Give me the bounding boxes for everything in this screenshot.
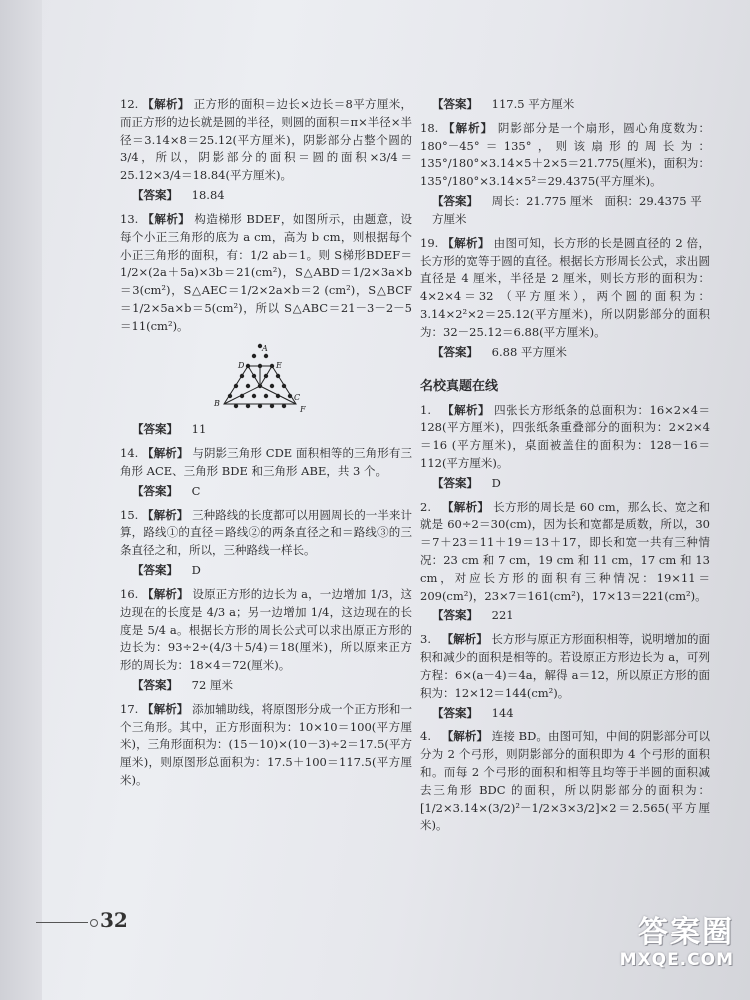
analysis-text: 正方形的面积＝边长×边长＝8平方厘米，而正方形的边长就是圆的半径，则圆的面积＝π×半径×半径＝3.14×8＝25.12(平方厘米)，阴影部分占整个圆的 3/4，所以，阴影部分的面积＝圆的面积×3/4＝25.12×3/4＝18.84(平方厘米)。 [120,97,413,183]
analysis-tag: 【解析】 [142,446,189,461]
label-b: B [214,398,220,408]
analysis-text: 长方形的周长是 60 cm，那么长、宽之和就是 60÷2＝30(cm)，因为长和宽都是质数，所以，30＝7＋23＝11＋19＝13＋17，即长和宽一共有三种情况：23 cm 和 7 cm，19 cm 和 11 cm，17 cm 和 13 cm，对应长方形的面积有三种情况：19×11＝209(cm²)，23×7＝161(cm²)，17×13＝221(cm²)。 [420,499,711,603]
analysis-tag: 【解析】 [142,211,191,226]
analysis-tag: 【解析】 [441,632,488,647]
item-number: 1. [420,402,431,417]
answer-tag: 【答案】 [432,475,478,490]
page-number: 32 [100,908,128,932]
answer-value: 221 [491,608,514,623]
answer-value: D [491,475,501,490]
watermark-logo-text: 答案圈 [638,915,734,950]
answer-row [132,562,412,580]
item-number: 17. [120,701,139,716]
footer-rule [36,922,88,923]
watermark-url: MXQE.COM [619,950,734,970]
answer-value: 117.5 平方厘米 [491,97,575,111]
footer-dot-icon [90,919,98,927]
analysis-text: 长方形与原正方形面积相等，说明增加的面积和减少的面积是相等的。若设原正方形边长为 a，可列方程：6×(a－4)＝4a，解得 a＝12，所以原正方形的面积为：12×12＝144(cm²)。 [420,632,711,700]
answer-row [132,483,412,501]
answer-row [432,193,710,229]
answer-tag: 【答案】 [432,705,478,720]
item-number: 13. [120,211,139,226]
solution-12 [120,96,412,205]
item-number: 3. [420,632,431,647]
answer-row [132,677,412,695]
answer-tag: 【答案】 [132,677,178,692]
item-number: 19. [420,235,439,250]
solution-16 [120,586,412,695]
answer-row [432,344,710,362]
analysis-tag: 【解析】 [442,402,490,417]
answer-value: 18.84 [191,188,225,203]
label-d: D [238,360,245,370]
page-edge [0,0,42,1000]
answer-tag: 【答案】 [432,344,478,359]
analysis-tag: 【解析】 [142,701,189,716]
analysis-tag: 【解析】 [441,499,490,514]
answer-value: C [191,483,201,498]
exam-solution-2 [420,499,710,626]
answer-row [132,187,412,205]
item-number: 14. [120,446,139,461]
item-number: 15. [120,507,139,522]
solution-18 [420,120,710,229]
exam-solution-3 [420,631,710,722]
analysis-text: 设原正方形的边长为 a，一边增加 1/3，这边现在的长度是 4/3 a；另一边增加 1/4，这边现在的长度是 5/4 a。根据长方形的周长公式可以求出原正方形的边长为：93÷2÷(4/3＋5/4)＝18(厘米)，所以原来正方形的周长为：18×4＝72(厘米)。 [120,586,413,673]
answer-value: 72 厘米 [191,677,233,692]
analysis-tag: 【解析】 [142,586,189,601]
label-a: A [262,343,268,353]
answer-tag: 【答案】 [132,422,178,437]
answer-tag: 【答案】 [132,563,178,578]
analysis-text: 阴影部分是一个扇形，圆心角度数为：180°－45°＝135°，则该扇形的周长为：135°/180°×3.14×5＋2×5＝21.775(厘米)，面积为：135°/180°×3.14×5²＝29.4375(平方厘米)。 [420,120,711,189]
site-watermark [594,916,734,986]
label-f: F [300,404,306,414]
item-number: 4. [420,729,431,744]
label-e: E [276,360,282,370]
answer-tag: 【答案】 [432,194,478,209]
analysis-tag: 【解析】 [441,729,489,744]
item-number: 18. [420,120,439,135]
analysis-text: 构造梯形 BDEF，如图所示，由题意，设每个小正三角形的底为 a cm，高为 b cm，则根据每个小正三角形的面积，有：1/2 ab＝1。则 S梯形BDEF＝1/2×(2a＋5a)×3b＝21(cm²)，S△ABD＝1/2×3a×b＝3(cm²)，S△AEC＝1/2×2a×b＝2 (cm²)，S△BCF＝1/2×5a×b＝5(cm²)，所以 S△ABC＝21－3－2－5＝11(cm²)。 [120,211,413,333]
analysis-tag: 【解析】 [142,97,190,111]
answer-value: 11 [191,422,207,437]
solution-13 [120,211,412,439]
answer-row [132,421,412,439]
analysis-text: 连接 BD。由图可知，中间的阴影部分可以分为 2 个弓形，则阴影部分的面积即为 4 个弓形的面积和。而每 2 个弓形的面积和相等且均等于半圆的面积减去三角形 BDC 的面积，所以阴影部分的面积为：[1/2×3.14×(3/2)²－1/2×3×3/2]×2＝2.565(平方厘米)。 [420,729,711,833]
answer-tag: 【答案】 [132,188,178,203]
analysis-text: 添加辅助线，将原图形分成一个正方形和一个三角形。其中，正方形面积为：10×10＝100(平方厘米)，三角形面积为：(15－10)×(10－3)÷2＝17.5(平方厘米)，则原图形总面积为：17.5＋100＝117.5(平方厘米)。 [120,701,413,787]
triangle-diagram-svg [210,342,320,414]
solution-19 [420,235,710,362]
analysis-tag: 【解析】 [442,235,490,250]
answer-tag: 【答案】 [132,483,178,498]
answer-row [432,705,710,723]
label-c: C [294,392,301,402]
analysis-text: 四张长方形纸条的总面积为：16×2×4＝128(平方厘米)，四张纸条重叠部分的面积为：2×2×4＝16 (平方厘米)，桌面被盖住的面积为：128－16＝112(平方厘米)。 [420,402,711,470]
item-number: 12. [120,97,139,111]
answer-value: D [191,563,201,578]
analysis-text: 由图可知，长方形的长是圆直径的 2 倍，长方形的宽等于圆的直径。根据长方形周长公式，求出圆直径是 4 厘米，半径是 2 厘米，则长方形的面积为：4×2×4＝32 （平方厘米），两个圆的面积为：3.14×2²×2＝25.12(平方厘米)，所以阴影部分的面积为：32－25.12＝6.88(平方厘米)。 [420,235,710,339]
section-title: 名校真题在线 [420,379,499,395]
exam-solution-4 [420,728,710,835]
page-footer [36,908,156,938]
answer-value: 144 [491,705,514,720]
answer-row [432,607,710,625]
solution-15 [120,507,412,580]
answer-value: 6.88 平方厘米 [491,344,567,359]
answer-tag: 【答案】 [432,97,478,111]
triangle-dot-diagram [210,342,412,420]
answer-value: 周长：21.775 厘米 面积：29.4375 平方厘米 [432,194,702,226]
answer-row [432,475,710,493]
solution-17 [120,701,412,790]
analysis-text: 与阴影三角形 CDE 面积相等的三角形有三角形 ACE、三角形 BDE 和三角形 ABE，共 3 个。 [120,446,413,478]
answer-tag: 【答案】 [432,608,478,623]
answer-row-17 [432,96,710,114]
analysis-tag: 【解析】 [443,120,494,135]
analysis-tag: 【解析】 [142,507,189,522]
left-column [120,96,412,792]
exam-solution-1 [420,402,710,493]
right-column [420,96,710,837]
item-number: 2. [420,499,431,514]
solution-14 [120,445,412,500]
analysis-text: 三种路线的长度都可以用圆周长的一半来计算，路线①的直径＝路线②的两条直径之和＝路线③的三条直径之和，所以，三种路线一样长。 [120,507,413,558]
item-number: 16. [120,586,139,601]
